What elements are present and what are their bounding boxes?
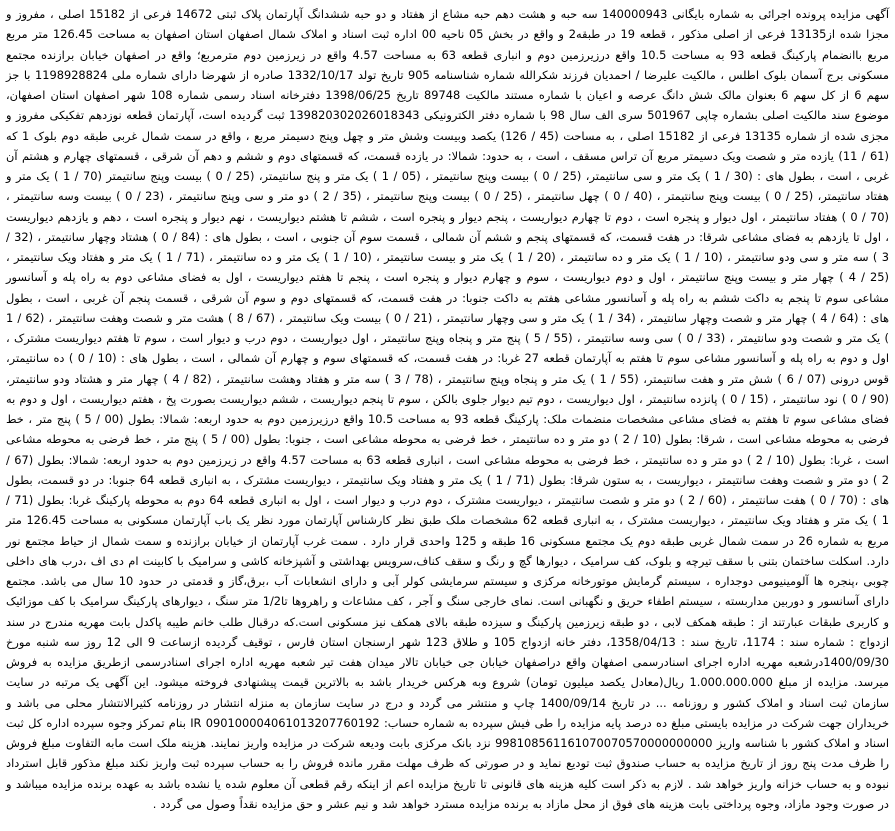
auction-notice-text: آگهی مزایده پرونده اجرائی به شماره بایگانی 140000943 سه حبه و هشت دهم حبه مشاع از هفتاد و دو حبه ششدانگ آپارتمان پلاک ثبتی 14672 فرعی از 15182 اصلی ، مفروز و مجزا شده از13135 فرعی از اصلی مذکور ، قطعه 19 در طبقه2 و واقع در بخش 05 ناحیه 00 اداره ثبت اسناد و املاک شمال اصفهان استان اصفهان به مساحت 126.45 متر مربع مربع باانضمام پارکینگ قطعه 93 به مساحت 10.5 واقع درزیرزمین دوم و انباری قطعه 63 به مساحت 4.57 واقع در زیرزمین دوم مترمربع؛ واقع در اصفهان خیابان برازنده مجتمع مسکونی برج آسمان بلوک اطلس ، مالکیت علیرضا / احمدیان فرزند شکرالله شماره شناسنامه 905 تاریخ تولد 1332/10/17 صادره از شهرضا دارای شماره ملی 1198928824 با جز سهم 6 از کل سهم 6 بعنوان مالک شش دانگ عرصه و اعیان با شماره مستند مالکیت 89748 تاریخ 1398/06/25 دفترخانه اسناد رسمی شماره 108 شهر اصفهان استان اصفهان، موضوع سند مالکیت اصلی بشماره چاپی 501967 سری الف سال 98 با شماره دفتر الکترونیکی 139820302026018343 ثبت گردیده است، آپارتمان قطعه نوزدهم تفکیکی مفروز و مجزی شده از شماره 13135 فرعی از 15182 اصلی ، به مساحت (45 / 126) یکصد وبیست وشش متر و چهل وپنج دسیمتر مربع ، واقع در سمت شمال غربی طبقه دوم بلوک 1 که (61 / 11) یازده متر و شصت ویک دسیمتر مربع آن تراس مسقف ، است ، به حدود: شمالا: در یازده قسمت، که قسمتهای دوم و ششم و دهم آن شرقی ، قسمتهای چهارم و هشتم آن غربی ، است ، بطول های : (30 / 1 ) یک متر و سی سانتیمتر، (25 / 0 ) بیست وپنج سانتیمتر ، (05 / 1 ) یک متر و پنج سانتیمتر، (25 / 0 ) بیست وپنج سانتیمتر (70 / 1 ) یک متر و هفتاد سانتیمتر، (25 / 0 ) بیست وپنج سانتیمتر ، (40 / 0 ) چهل سانتیمتر ، (25 / 0 ) بیست وپنج سانتیمتر ، (35 / 2 ) دو متر و سی وپنج سانتیمتر ، (23 / 0 ) بیست وسه سانتیمتر ، (70 / 0 ) هفتاد سانتیمتر ، اول دیوار و پنجره است ، دوم تا چهارم دیواریست ، پنجم دیوار و پنجره است ، ششم تا هشتم دیواریست ، نهم دیوار و پنجره است ، دهم و یازدهم دیواریست ، اول تا یازدهم به فضای مشاعی شرقا: در هفت قسمت، که قسمتهای پنجم و ششم آن شمالی ، قسمت سوم آن جنوبی ، است ، بطول های : (84 / 0 ) هشتاد وچهار سانتیمتر ، (32 / 3 ) سه متر و سی ودو سانتیمتر ، (10 / 1 ) یک متر و ده سانتیمتر ، (20 / 1 ) یک متر و بیست سانتیمتر ، (10 / 1 ) یک متر و ده سانتیمتر ، (71 / 1 ) یک متر و هفتاد ویک سانتیمتر ، (25 / 4 ) چهار متر و بیست وپنج سانتیمتر ، اول و دوم دیواریست ، سوم و چهارم دیوار و پنجره است ، پنجم تا هفتم دیواریست ، اول به فضای مشاعی دوم به راه پله و آسانسور مشاعی سوم تا پنجم به داکت ششم به راه پله و آسانسور مشاعی هفتم به داکت جنوبا: در هفت قسمت، که قسمتهای دوم و سوم آن شرقی ، قسمت پنجم آن غربی ، است ، بطول های : (64 / 4 ) چهار متر و شصت وچهار سانتیمتر ، (34 / 1 ) یک متر و سی وچهار سانتیمتر ، (21 / 0 ) بیست ویک سانتیمتر ، (67 / 8 ) هشت متر و شصت وهفت سانتیمتر ، (62 / 1 ) یک متر و شصت ودو سانتیمتر ، (33 / 0 ) سی وسه سانتیمتر ، (55 / 5 ) پنج متر و پنجاه وپنج سانتیمتر ، اول دیواریست ، دوم درب و دیوار است ، سوم تا هفتم دیواریست مشترک ، اول و دوم به راه پله و آسانسور مشاعی سوم تا هفتم به آپارتمان قطعه 27 غربا: در هفت قسمت، که قسمتهای سوم و چهارم آن شمالی ، است ، بطول های : (10 / 0 ) ده سانتیمتر، قوس درونی (07 / 6 ) شش متر و هفت سانتیمتر، (55 / 1 ) یک متر و پنجاه وپنج سانتیمتر ، (78 / 3 ) سه متر و هفتاد وهشت سانتیمتر ، (82 / 4 ) چهار متر و هشتاد ودو سانتیمتر، (90 / 0 ) نود سانتیمتر ، (15 / 0 ) پانزده سانتیمتر ، اول دیواریست ، دوم تیم دیوار جلوی بالکن ، سوم تا پنجم دیواریست ، ششم دیواریست بصورت پخ ، هفتم دیواریست ، اول و دوم به فضای مشاعی سوم تا هفتم به فضای مشاعی مشخصات منضمات ملک: پارکینگ قطعه 93 به مساحت 10.5 واقع درزیرزمین دوم به حدود اربعه: شمالا: بطول (00 / 5 ) پنج متر ، خط فرضی به محوطه مشاعی است ، شرقا: بطول (10 / 2 ) دو متر و ده سانتیمتر ، خط فرضی به محوطه مشاعی است ، جنوبا: بطول (00 / 5 ) پنج متر ، خط فرضی به محوطه مشاعی است ، غربا: بطول (10 / 2 ) دو متر و ده سانتیمتر ، خط فرضی به محوطه مشاعی است ، انباری قطعه 63 به مساحت 4.57 واقع در زیرزمین دوم به حدود اربعه: شمالا: بطول (67 / 2 ) دو متر و شصت وهفت سانتیمتر ، دیواریست ، به ستون شرقا: بطول (71 / 1 ) یک متر و هفتاد ویک سانتیمتر ، دیواریست مشترک ، به انباری قطعه 64 جنوبا: در دو قسمت، بطول های : (70 / 0 ) هفت سانتیمتر ، (60 / 2 ) دو متر و شصت سانتیمتر ، دیواریست مشترک ، دوم درب و دیوار است ، اول به انباری قطعه 64 دوم به محوطه پارکینگ غربا: بطول (71 / 1 ) یک متر و هفتاد ویک سانتیمتر ، دیواریست مشترک ، به انباری قطعه 62 مشخصات ملک طبق نظر کارشناس آپارتمان مورد نظر یک باب آپارتمان مسکونی به مساحت 126.45 متر مربع به شماره 26 در سمت شمال غربی طبقه دوم یک مجتمع مسکونی 16 طبقه و 125 واحدی قرار دارد . سمت غرب آپارتمان از خیابان برازنده و سمت شمال از حیاط مجتمع نور دارد. اسکلت ساختمان بتنی با سقف تیرچه و بلوک، کف سرامیک ، دیوارها گچ و رنگ و سقف کناف،سرویس بهداشتی و آشپزخانه کاشی و سرامیک با کابینت ام دی اف ،درب های داخلی چوبی ،پنجره ها آلومینیومی دوجداره ، سیستم گرمایش موتورخانه مرکزی و سیستم سرمایشی کولر آبی و دارای انشعابات آب ،برق،گاز و قدمتی در حدود 10 سال می باشد. مجتمع دارای آسانسور و دوربین مداربسته ، سیستم اطفاء حریق و نگهبانی است. نمای خارجی سنگ و آجر ، کف مشاعات و راهروها تا1/2 متر سنگ ، دیوارهای پارکینگ سرامیک با کف موزائیک و کاربری طبقات عبارتند از : طبقه همکف لابی ، دو طبقه زیرزمین پارکینگ و سیزده طبقه بالای همکف نیز مسکونی است.که درقبال طلب خانم طیبه پاکدل بابت مهریه مندرج در سند ازدواج : شماره سند : 1174، تاریخ سند : 1358/04/13، دفتر خانه ازدواج 105 و طلاق 123 شهر ارسنجان استان فارس ، توقیف گردیده ازساعت 9 الی 12 روز سه شنبه مورخ 1400/09/30درشعبه مهریه اداره اجرای اسنادرسمی اصفهان واقع دراصفهان خیابان جی خیابان تالار میدان هفت تیر شعبه مهریه اداره اجرای اسنادرسمی ازطریق مزایده به فروش میرسد. مزایده از مبلغ 1.000.000.000 ریال(معادل یکصد میلیون تومان) شروع وبه هرکس خریدار باشد به بالاترین قیمت پیشنهادی فروخته میشود. این آگهی یک مرتبه در سایت سازمان ثبت اسناد و املاک کشور و روزنامه ... در تاریخ 1400/09/14 چاپ و منتشر می گردد و درج در سایت سازمان به منزله انتشار در روزنامه کثیرالانتشار محلی می باشد و خریداران جهت شرکت در مزایده بایستی مبلغ ده درصد پایه مزایده را طی فیش سپرده به شماره حساب: IR 090100004061013207760192 بنام تمرکز وجوه سپرده اداره کل ثبت اسناد و املاک کشور با شناسه واریز 998108561161070070570000000000 نزد بانک مرکزی بابت ودیعه شرکت در مزایده واریز نمایند. هزینه ملک است مابه التفاوت مبلغ فروش را ظرف مدت پنج روز از تاریخ مزایده به حساب صندوق ثبت تودیع نماید و در صورتی که ظرف مهلت مقرر مانده فروش را به حساب سپرده ثبت واریز نکند مبلغ مذکور قابل استرداد نبوده و به حساب خزانه واریز خواهد شد . لازم به ذکر است کلیه هزینه های قانونی تا تاریخ مزایده اعم از اینکه رقم قطعی آن معلوم شده یا نشده باشد به عهده برنده مزایده میباشد و در صورت وجود مازاد، وجوه پرداختی بابت هزینه های فوق از محل مازاد به برنده مزایده مسترد خواهد شد و نیم عشر و حق مزایده نقداً وصول می گردد . [6,7,890,811]
